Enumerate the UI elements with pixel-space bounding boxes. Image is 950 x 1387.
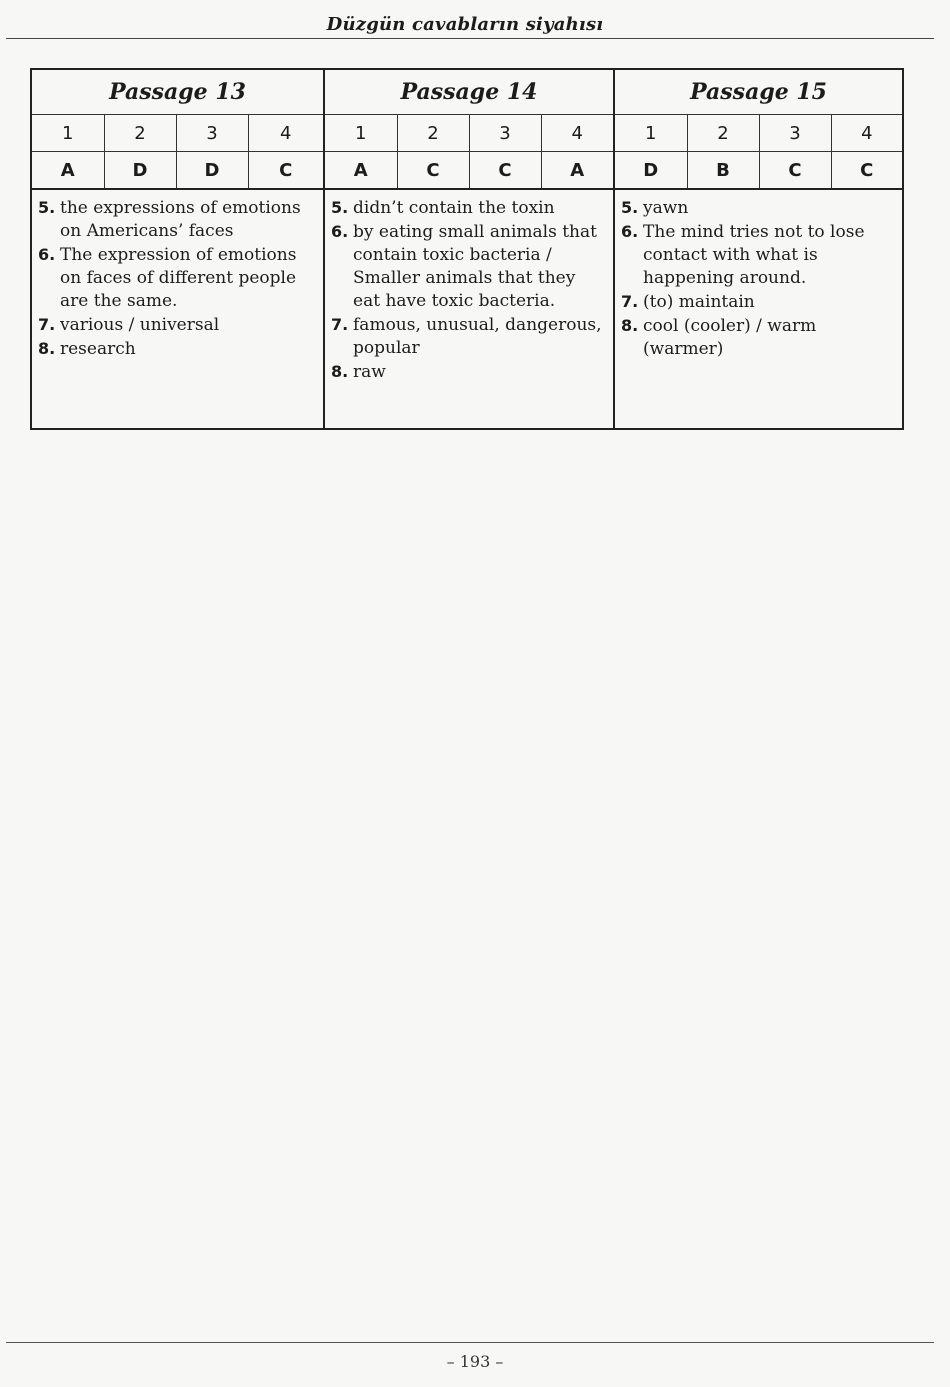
open-answer-item: [621, 196, 896, 220]
open-answer-number: 7.: [331, 315, 349, 334]
question-number-row: [31, 115, 903, 152]
question-number: 4: [248, 115, 324, 152]
open-answer-number: 5.: [38, 198, 56, 217]
page-header-title: Düzgün cavabların siyahısı: [326, 14, 604, 35]
question-number: 1: [31, 115, 104, 152]
open-answer-text: cool (cooler) / warm (warmer): [643, 316, 817, 359]
question-number: 1: [324, 115, 397, 152]
header-divider: [6, 38, 934, 39]
open-answer-text: various / universal: [60, 315, 220, 335]
open-answer-text: by eating small animals that contain toxic bacteria / Smaller animals that they eat have toxic bacteria.: [353, 222, 597, 311]
passage-13-title: Passage 13: [31, 69, 324, 115]
passage-13-open-answers: [31, 189, 324, 429]
answer-letter: C: [831, 152, 903, 190]
footer-divider: [6, 1342, 934, 1343]
passage-15-open-answers: [614, 189, 903, 429]
open-answer-number: 8.: [331, 362, 349, 381]
answer-letter: D: [104, 152, 176, 190]
open-answer-item: [331, 220, 607, 313]
open-answer-text: The mind tries not to lose contact with what is happening around.: [643, 222, 865, 288]
passage-14-open-answers: [324, 189, 614, 429]
open-answer-text: raw: [353, 362, 386, 382]
open-answer-text: The expression of emotions on faces of different people are the same.: [60, 245, 297, 311]
question-number: 3: [469, 115, 541, 152]
open-answer-text: the expressions of emotions on Americans’ faces: [60, 198, 301, 241]
open-answer-item: [38, 313, 317, 337]
open-answer-item: [331, 360, 607, 384]
answer-letter: A: [324, 152, 397, 190]
open-answer-text: research: [60, 339, 136, 359]
open-answer-item: [38, 243, 317, 313]
open-answer-number: 6.: [621, 222, 639, 241]
passage-14-title: Passage 14: [324, 69, 614, 115]
question-number: 3: [759, 115, 831, 152]
answer-letter: C: [397, 152, 469, 190]
open-answer-list: [38, 196, 317, 361]
open-answer-number: 8.: [621, 316, 639, 335]
open-answer-item: [621, 314, 896, 361]
answer-letter: A: [541, 152, 614, 190]
open-answer-text: yawn: [643, 198, 689, 218]
open-answer-number: 7.: [621, 292, 639, 311]
answer-letter: D: [176, 152, 248, 190]
page-number: – 193 –: [446, 1352, 504, 1371]
answer-letter: B: [687, 152, 759, 190]
answer-letter: A: [31, 152, 104, 190]
question-number: 4: [541, 115, 614, 152]
open-answer-text: didn’t contain the toxin: [353, 198, 555, 218]
answer-letter: C: [469, 152, 541, 190]
passage-title-row: [31, 69, 903, 115]
open-answer-number: 6.: [38, 245, 56, 264]
question-number: 2: [104, 115, 176, 152]
open-answer-item: [38, 337, 317, 361]
open-answer-text: (to) maintain: [643, 292, 755, 312]
open-answer-number: 7.: [38, 315, 56, 334]
question-number: 2: [397, 115, 469, 152]
question-number: 1: [614, 115, 687, 152]
answer-letter: C: [759, 152, 831, 190]
open-answer-list: [621, 196, 896, 361]
open-answer-number: 8.: [38, 339, 56, 358]
open-answer-item: [331, 196, 607, 220]
open-answer-number: 5.: [331, 198, 349, 217]
open-answer-item: [331, 313, 607, 360]
open-answer-item: [621, 290, 896, 314]
question-number: 4: [831, 115, 903, 152]
answer-key-table: [30, 68, 904, 430]
open-answer-number: 5.: [621, 198, 639, 217]
answer-letter: C: [248, 152, 324, 190]
open-answer-text: famous, unusual, dangerous, popular: [353, 315, 602, 358]
passage-15-title: Passage 15: [614, 69, 903, 115]
open-answer-list: [331, 196, 607, 384]
question-number: 3: [176, 115, 248, 152]
open-answer-item: [621, 220, 896, 290]
open-answer-number: 6.: [331, 222, 349, 241]
question-number: 2: [687, 115, 759, 152]
open-answer-item: [38, 196, 317, 243]
answer-letter: D: [614, 152, 687, 190]
open-answers-row: [31, 189, 903, 429]
answer-letter-row: [31, 152, 903, 190]
